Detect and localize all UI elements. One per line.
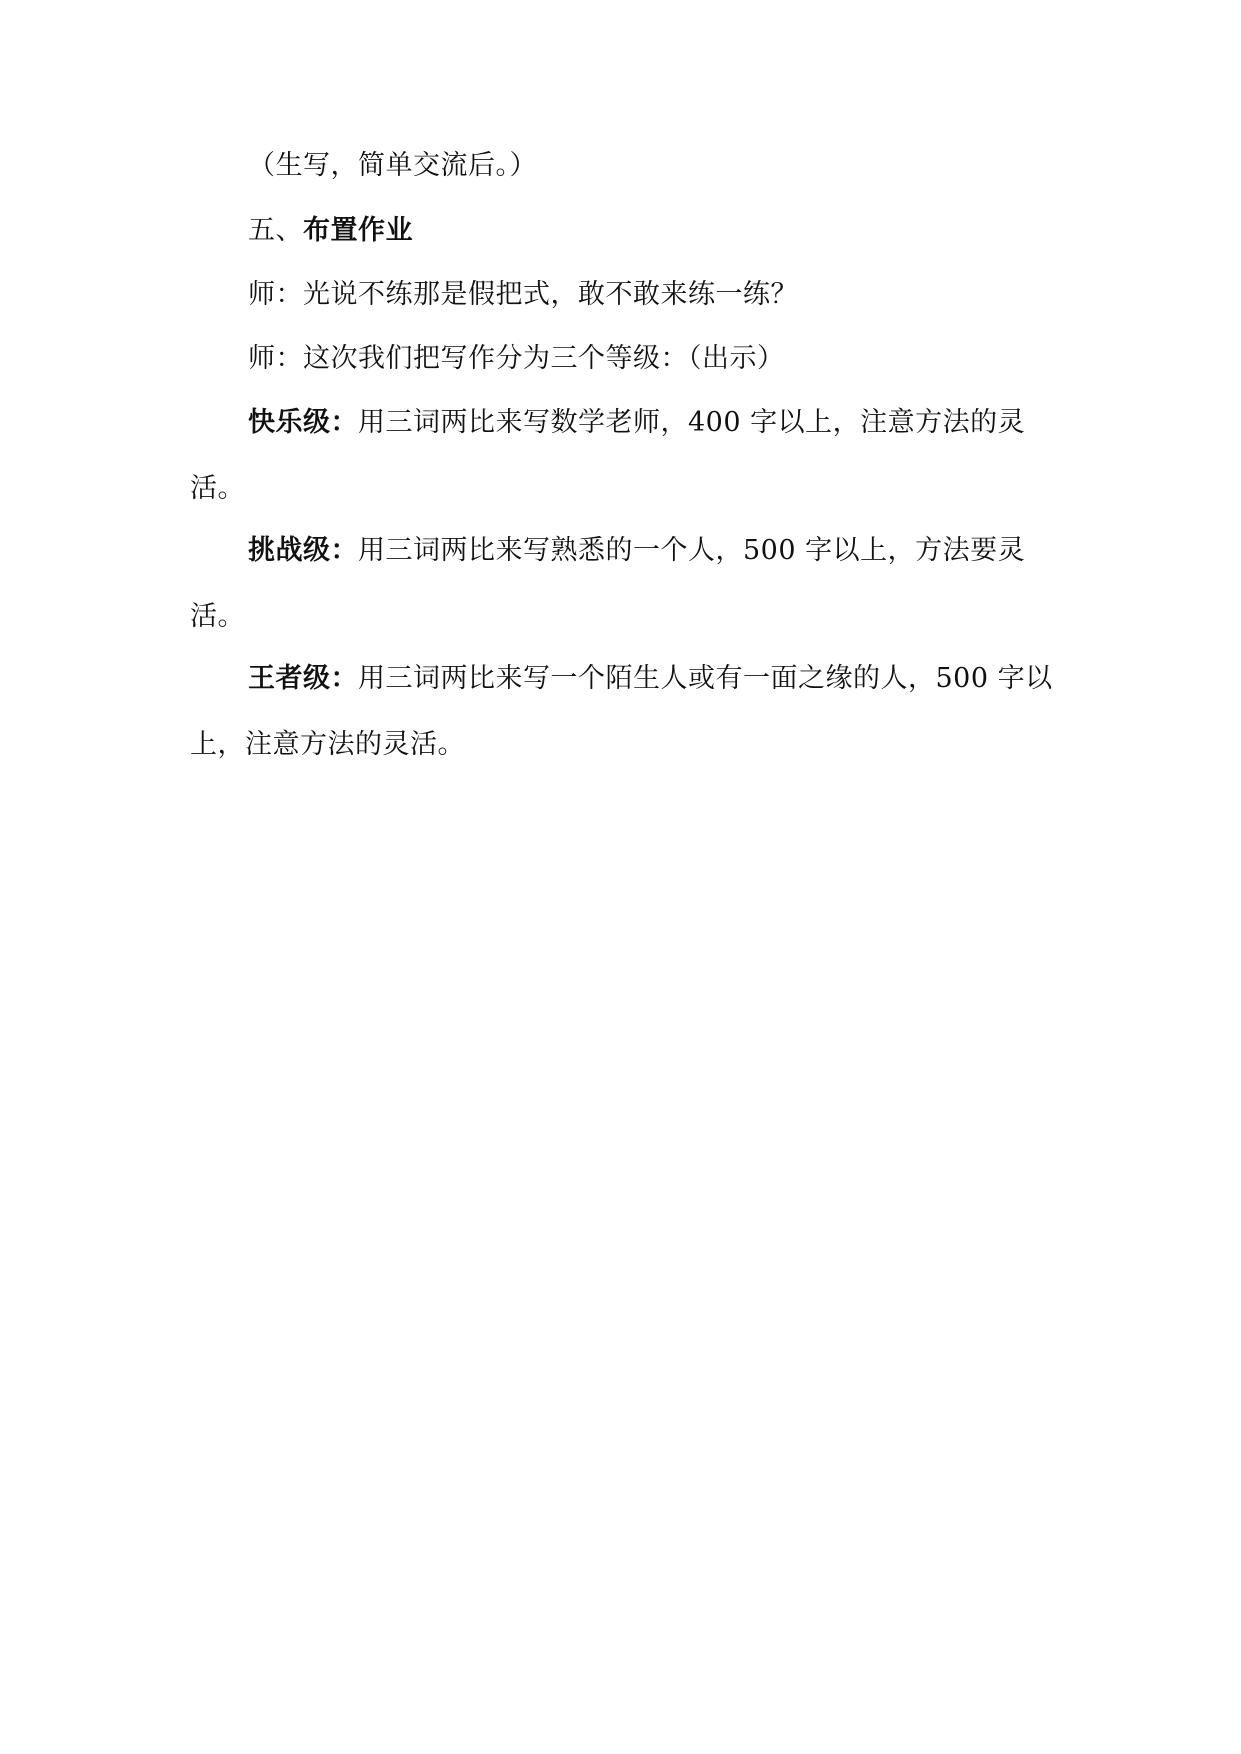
paragraph-level-king: [190, 646, 1060, 778]
level-label: 快乐级：: [248, 407, 358, 438]
level-description: 用三词两比来写数学老师，400 字以上，注意方法的灵活。: [190, 407, 1026, 504]
level-label: 挑战级：: [248, 535, 358, 566]
paragraph-level-happy: [190, 390, 1060, 522]
paragraph-level-challenge: [190, 518, 1060, 650]
paragraph-teacher-levels: [190, 326, 1060, 392]
paragraph-text: （生写，简单交流后。）: [248, 150, 537, 181]
paragraph-text: 师：这次我们把写作分为三个等级：（出示）: [248, 343, 785, 374]
level-label: 王者级：: [248, 663, 358, 694]
paragraph-text: 师：光说不练那是假把式，敢不敢来练一练？: [248, 279, 798, 310]
level-description: 用三词两比来写熟悉的一个人，500 字以上，方法要灵活。: [190, 535, 1026, 632]
section-title: 布置作业: [303, 215, 413, 246]
paragraph-student-writing-note: [190, 133, 1060, 199]
paragraph-teacher-prompt: [190, 262, 1060, 328]
level-description: 用三词两比来写一个陌生人或有一面之缘的人，500 字以上，注意方法的灵活。: [190, 663, 1053, 760]
section-number: 五、: [248, 215, 303, 246]
section-heading-homework: [190, 198, 1060, 264]
